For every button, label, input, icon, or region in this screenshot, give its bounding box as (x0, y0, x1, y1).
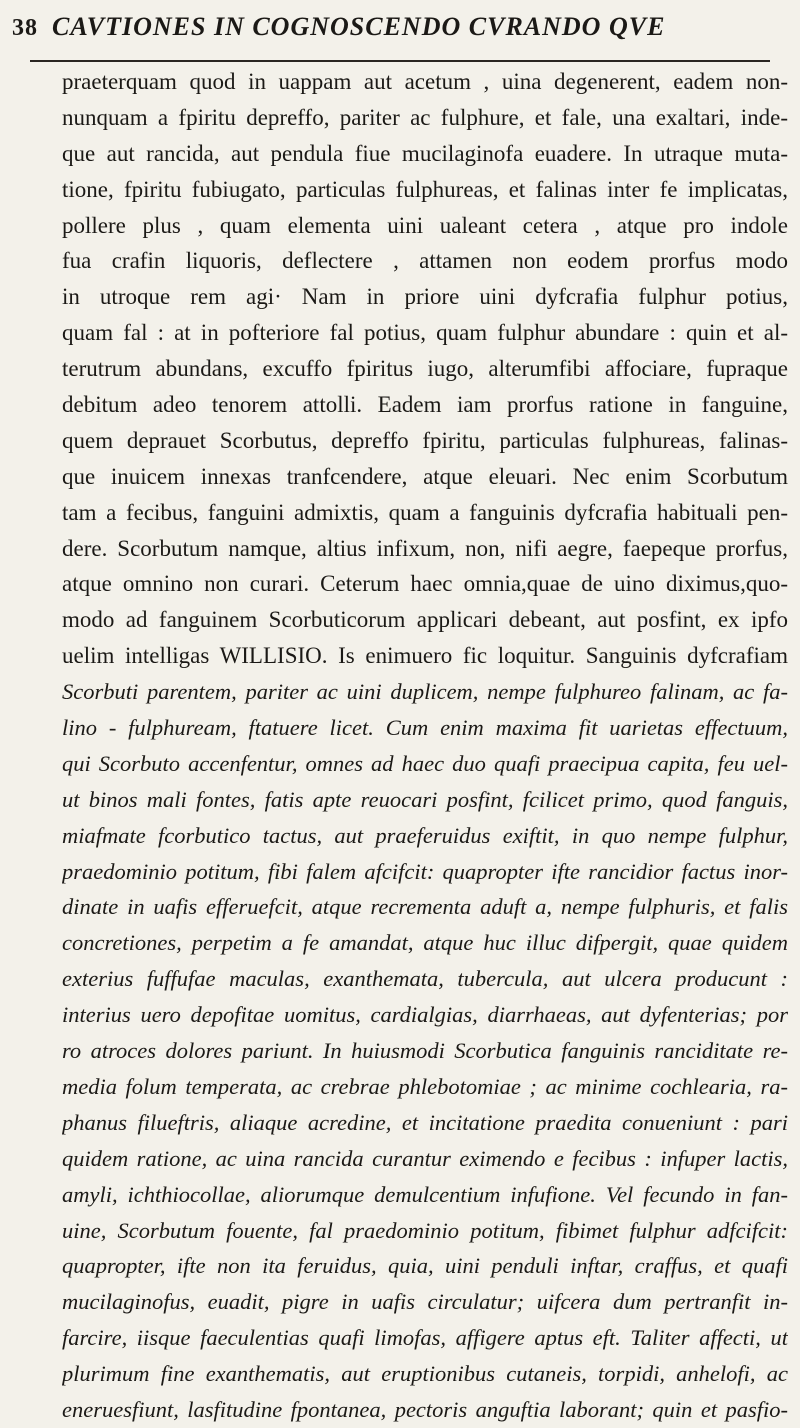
text-line: ut binos mali fontes, fatis apte reuocari posfint, fcilicet primo, quod fanguis, (62, 786, 788, 812)
header-rule (30, 60, 770, 62)
text-line: que aut rancida, aut pendula fiue mucilaginofa euadere. In utraque muta- (62, 140, 788, 166)
text-line: Scorbuti parentem, pariter ac uini duplicem, nempe fulphureo falinam, ac fa- (62, 679, 788, 705)
text-line: plurimum fine exanthematis, aut eruptionibus cutaneis, torpidi, anhelofi, ac (62, 1361, 788, 1387)
text-line: dere. Scorbutum namque, altius infixum, non, nifi aegre, faepeque prorfus, (62, 535, 788, 561)
text-line: concretiones, perpetim a fe amandat, atque huc illuc difpergit, quae quidem (62, 930, 788, 956)
text-line: media folum temperata, ac crebrae phlebotomiae ; ac minime cochlearia, ra- (62, 1073, 788, 1099)
text-line: qui Scorbuto accenfentur, omnes ad haec duo quafi praecipua capita, feu uel- (62, 750, 788, 776)
text-line: tam a fecibus, fanguini admixtis, quam a fanguinis dyfcrafia habituali pen- (62, 499, 788, 525)
text-line: pollere plus , quam elementa uini ualeant cetera , atque pro indole (62, 212, 788, 238)
text-line: fua crafin liquoris, deflectere , attamen non eodem prorfus modo (62, 248, 788, 274)
text-line: quapropter, ifte non ita feruidus, quia, uini penduli inftar, craffus, et quafi (62, 1253, 788, 1279)
text-line: que inuicem innexas tranfcendere, atque eleuari. Nec enim Scorbutum (62, 463, 788, 489)
body-text (62, 64, 788, 1428)
text-line: praedominio potitum, fibi falem afcifcit: quapropter ifte rancidior factus inor- (62, 858, 788, 884)
text-line: uine, Scorbutum fouente, fal praedominio potitum, fibimet fulphur adfcifcit: (62, 1217, 788, 1243)
text-line: tione, fpiritu fubiugato, particulas fulphureas, et falinas inter fe implicatas, (62, 176, 788, 202)
text-line: farcire, iisque faeculentias quafi limofas, affigere aptus eft. Taliter affecti, ut (62, 1325, 788, 1351)
text-line: lino - fulphuream, ftatuere licet. Cum enim maxima fit uarietas effectuum, (62, 715, 788, 741)
text-line: terutrum abundans, excuffo fpiritus iugo, alterumfibi affociare, fupraque (62, 356, 788, 382)
text-line: debitum adeo tenorem attolli. Eadem iam prorfus ratione in fanguine, (62, 392, 788, 418)
text-line: in utroque rem agi· Nam in priore uini dyfcrafia fulphur potius, (62, 284, 788, 310)
text-line: quam fal : at in pofteriore fal potius, quam fulphur abundare : quin et al- (62, 320, 788, 346)
text-line: atque omnino non curari. Ceterum haec omnia,quae de uino diximus,quo- (62, 571, 788, 597)
text-line: phanus filueftris, aliaque acredine, et incitatione praedita conueniunt : pari (62, 1109, 788, 1135)
text-line: miafmate fcorbutico tactus, aut praeferuidus exiftit, in quo nempe fulphur, (62, 822, 788, 848)
page-number: 38 (12, 15, 38, 41)
running-title: CAVTIONES IN COGNOSCENDO CVRANDO QVE (52, 12, 666, 41)
text-line: interius uero depofitae uomitus, cardialgias, diarrhaeas, aut dyfenterias; por (62, 1002, 788, 1028)
text-line: nunquam a fpiritu depreffo, pariter ac fulphure, et fale, una exaltari, inde- (62, 104, 788, 130)
text-line: quem deprauet Scorbutus, depreffo fpiritu, particulas fulphureas, falinas- (62, 427, 788, 453)
text-line: quidem ratione, ac uina rancida curantur eximendo e fecibus : infuper lactis, (62, 1145, 788, 1171)
text-line: exterius fuffufae maculas, exanthemata, tubercula, aut ulcera producunt : (62, 966, 788, 992)
text-line: amyli, ichthiocollae, aliorumque demulcentium infufione. Vel fecundo in fan- (62, 1181, 788, 1207)
text-line: uelim intelligas WILLISIO. Is enimuero fic loquitur. Sanguinis dyfcrafiam (62, 643, 788, 669)
text-line: dinate in uafis efferuefcit, atque recrementa aduft a, nempe fulphuris, et falis (62, 894, 788, 920)
text-line: ro atroces dolores pariunt. In huiusmodi Scorbutica fanguinis ranciditate re- (62, 1038, 788, 1064)
running-header (12, 12, 794, 56)
text-line: eneruesfiunt, lasfitudine fpontanea, pectoris anguftia laborant; quin et pasfio- (62, 1396, 788, 1422)
text-line: praeterquam quod in uappam aut acetum , uina degenerent, eadem non- (62, 69, 788, 94)
text-line: modo ad fanguinem Scorbuticorum applicari debeant, aut posfint, ex ipfo (62, 607, 788, 633)
text-line: mucilaginofus, euadit, pigre in uafis circulatur; uifcera dum pertranfit in- (62, 1289, 788, 1315)
